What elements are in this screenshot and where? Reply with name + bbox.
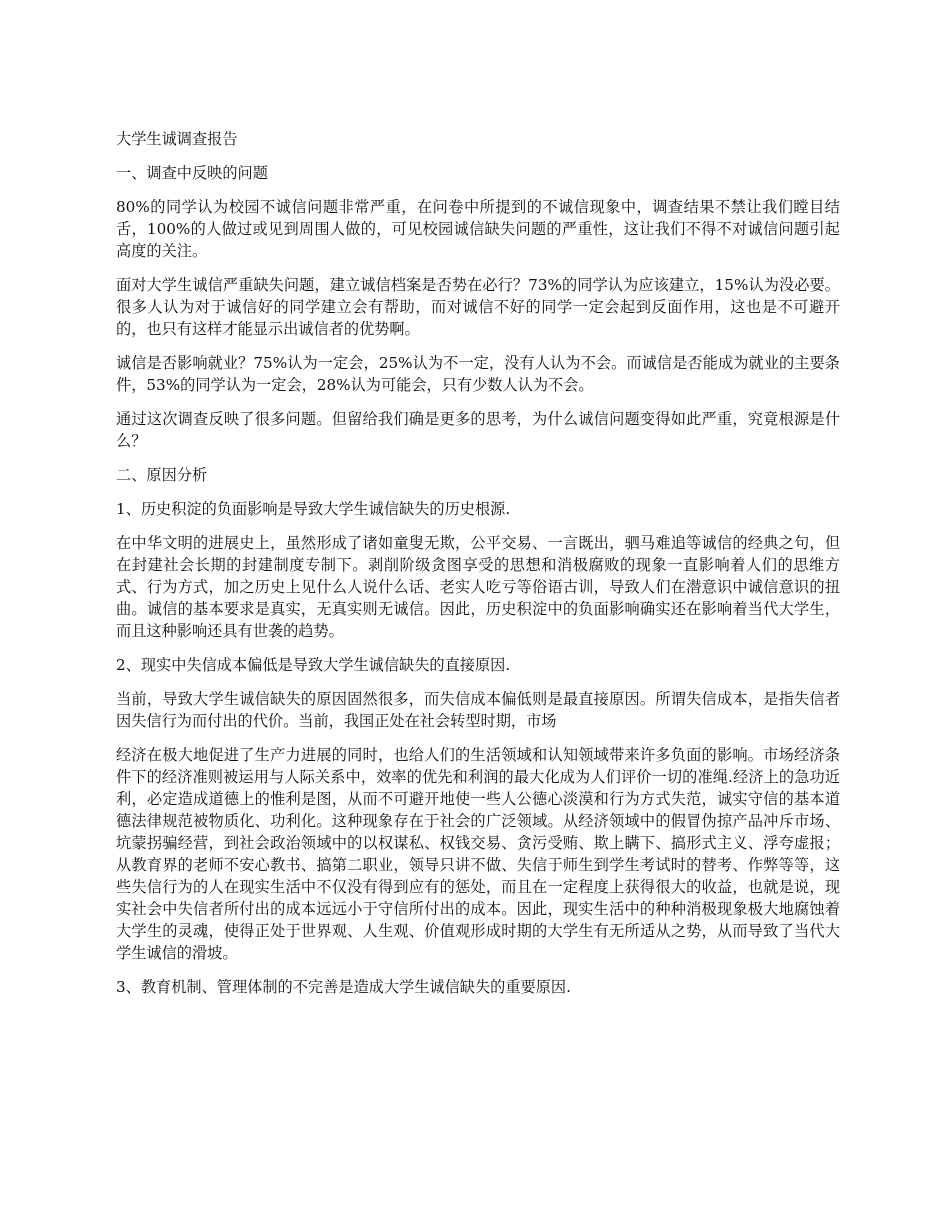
section-heading-problems: 一、调查中反映的问题 <box>116 164 268 182</box>
paragraph-integrity-records: 面对大学生诚信严重缺失问题，建立诚信档案是否势在必行？73%的同学认为应该建立，15%认为没必要。很多人认为对于诚信好的同学建立会有帮助，而对诚信不好的同学一定会起到反面作用，这也是不可避开的，也只有这样才能显示出诚信者的优势啊。 <box>116 276 840 338</box>
paragraph-employment: 诚信是否影响就业？75%认为一定会，25%认为不一定，没有人认为不会。而诚信是否能成为就业的主要条件，53%的同学认为一定会，28%认为可能会，只有少数人认为不会。 <box>116 354 840 394</box>
paragraph-reflection: 通过这次调查反映了很多问题。但留给我们确是更多的思考，为什么诚信问题变得如此严重，究竟根源是什么？ <box>116 410 840 450</box>
subheading-historical-cause: 1、历史积淀的负面影响是导致大学生诚信缺失的历史根源. <box>116 500 511 518</box>
subheading-direct-cause: 2、现实中失信成本偏低是导致大学生诚信缺失的直接原因. <box>116 656 511 674</box>
paragraph-market-economy: 经济在极大地促进了生产力进展的同时，也给人们的生活领域和认知领域带来许多负面的影响。市场经济条件下的经济准则被运用与人际关系中，效率的优先和利润的最大化成为人们评价一切的准绳.经济上的急功近利，必定造成道德上的惟利是图，从而不可避开地使一些人公德心淡漠和行为方式失范，诚实守信的基本道德法律规范被物质化、功利化。这种现象存在于社会的广泛领域。从经济领域中的假冒伪掠产品冲斥市场、坑蒙拐骗经营，到社会政治领域中的以权谋私、权钱交易、贪污受贿、欺上瞒下、搞形式主义、浮夸虚报；从教育界的老师不安心教书、搞第二职业，领导只讲不做、失信于师生到学生考试时的替考、作弊等等，这些失信行为的人在现实生活中不仅没有得到应有的惩处，而且在一定程度上获得很大的收益，也就是说，现实社会中失信者所付出的成本远远小于守信所付出的成本。因此，现实生活中的种种消极现象极大地腐蚀着大学生的灵魂，使得正处于世界观、人生观、价值观形成时期的大学生有无所适从之势，从而导致了当代大学生诚信的滑坡。 <box>116 746 840 962</box>
paragraph-direct-cause-intro: 当前，导致大学生诚信缺失的原因固然很多，而失信成本偏低则是最直接原因。所谓失信成本，是指失信者因失信行为而付出的代价。当前，我国正处在社会转型时期，市场 <box>116 690 840 730</box>
section-heading-causes: 二、原因分析 <box>116 466 208 484</box>
paragraph-campus-integrity: 80%的同学认为校园不诚信问题非常严重，在问卷中所提到的不诚信现象中，调查结果不禁让我们瞠目结舌，100%的人做过或见到周围人做的，可见校园诚信缺失问题的严重性，这让我们不得不对诚信问题引起高度的关注。 <box>116 198 840 260</box>
document-title: 大学生诚调查报告 <box>116 130 238 148</box>
subheading-education-cause: 3、教育机制、管理体制的不完善是造成大学生诚信缺失的重要原因. <box>116 978 571 996</box>
paragraph-historical-cause: 在中华文明的进展史上，虽然形成了诸如童叟无欺，公平交易、一言既出，驷马难追等诚信的经典之句，但在封建社会长期的封建制度专制下。剥削阶级贪图享受的思想和消极腐败的现象一直影响着人们的思维方式、行为方式，加之历史上见什么人说什么话、老实人吃亏等俗语古训，导致人们在潜意识中诚信意识的扭曲。诚信的基本要求是真实，无真实则无诚信。因此，历史积淀中的负面影响确实还在影响着当代大学生，而且这种影响还具有世袭的趋势。 <box>116 534 840 640</box>
document-page <box>116 128 840 1010</box>
